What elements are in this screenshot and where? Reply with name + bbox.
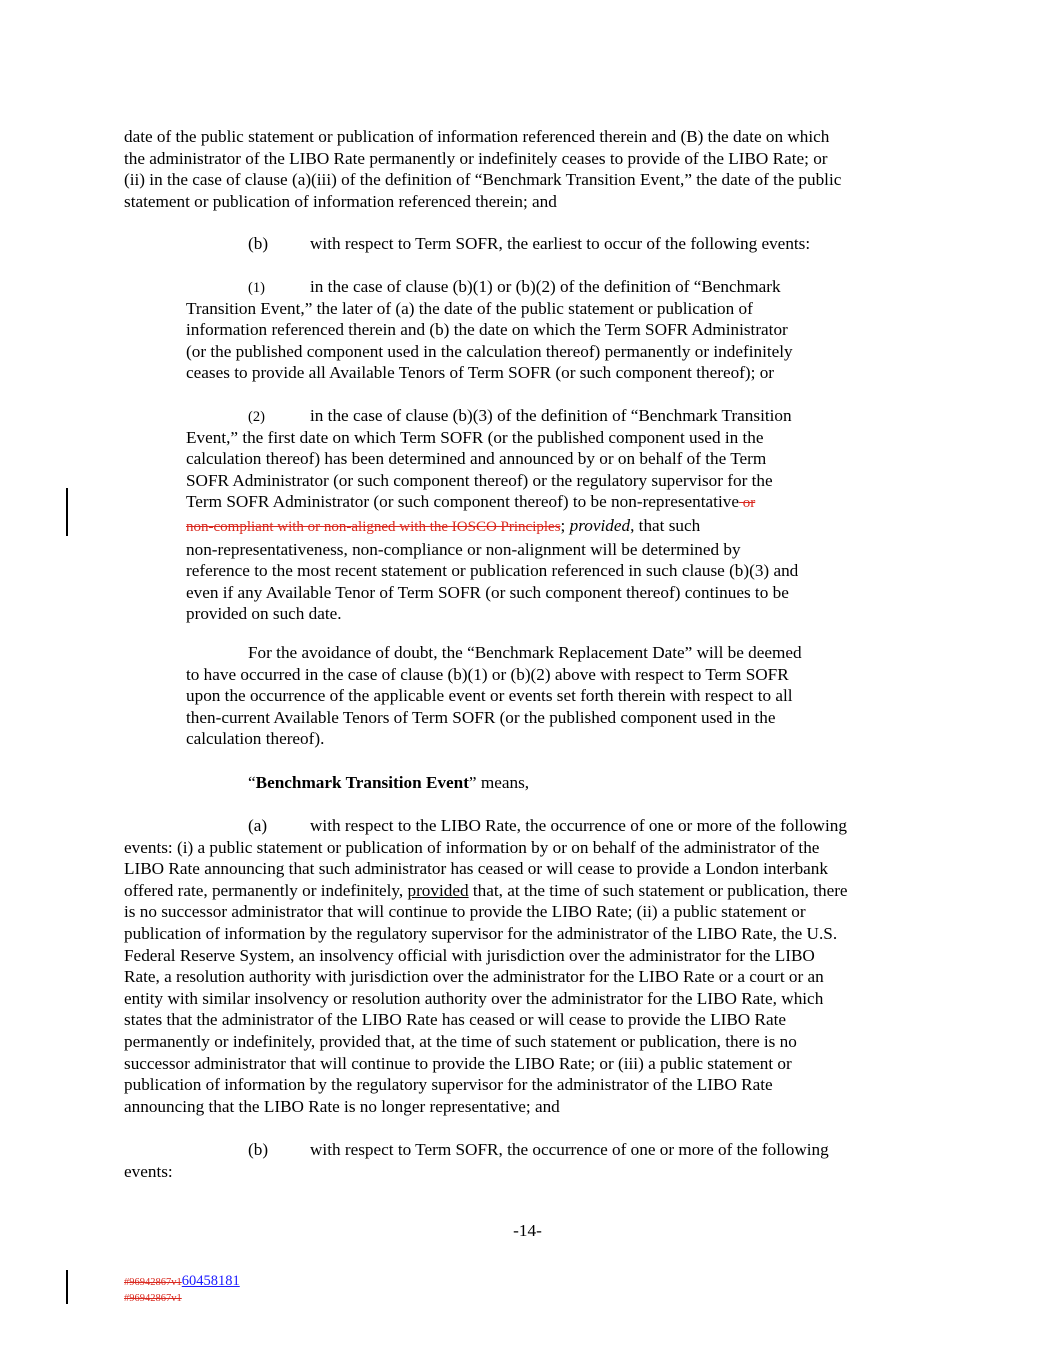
clause-text: with respect to the LIBO Rate, the occurrence of one or more of the following: [310, 816, 847, 835]
text-line: the administrator of the LIBO Rate permanently or indefinitely ceases to provide of the LIBO Rate; or: [124, 148, 828, 168]
definition-heading: [248, 772, 529, 794]
text-line: provided on such date.: [186, 604, 342, 624]
subclause-text: in the case of clause (b)(1) or (b)(2) of the definition of “Benchmark: [310, 277, 781, 296]
clause-b-final-first-line: [248, 1139, 829, 1161]
text-line: Event,” the first date on which Term SOFR (or the published component used in the: [186, 427, 764, 447]
text-segment: , that such: [630, 515, 701, 535]
text-line: LIBO Rate announcing that such administrator has ceased or will cease to provide a London interbank: [124, 859, 828, 879]
text-line: non-representativeness, non-compliance or non-alignment will be determined by: [186, 539, 741, 559]
text-line: even if any Available Tenor of Term SOFR (or such component thereof) continues to be: [186, 582, 789, 602]
subclause-2-body: [186, 427, 798, 625]
clause-label: (a): [248, 816, 268, 835]
subclause-label: (2): [248, 409, 265, 425]
open-quote: “: [248, 773, 256, 792]
intro-paragraph: [124, 126, 841, 212]
clause-b-final-second-line: events:: [124, 1161, 173, 1181]
defined-term: Benchmark Transition Event: [255, 773, 469, 792]
definition-suffix: ” means,: [468, 773, 530, 792]
text-line: date of the public statement or publication of information referenced therein and (B) the date on which: [124, 127, 830, 146]
text-line: permanently or indefinitely, provided that, at the time of such statement or publication, there is no: [124, 1031, 797, 1051]
clause-a-first-line: [248, 815, 847, 837]
subclause-1-body: [186, 298, 793, 384]
clause-text: with respect to Term SOFR, the earliest to occur of the following events:: [310, 234, 811, 253]
change-bar: [66, 488, 68, 536]
footer-change-bar: [66, 1270, 68, 1304]
text-line: then-current Available Tenors of Term SOFR (or the published component used in the: [186, 707, 776, 727]
provided-underlined: provided: [407, 880, 469, 900]
inserted-doc-id: 60458181: [181, 1273, 240, 1289]
text-line: Rate, a resolution authority with jurisdiction over the administrator for the LIBO Rate or a court or an: [124, 967, 824, 987]
clause-label: (b): [248, 234, 269, 253]
text-line-with-deletion: [186, 491, 798, 515]
clause-b-heading: [248, 233, 810, 255]
text-segment: offered rate, permanently or indefinitely,: [124, 880, 408, 900]
clause-a-body: [124, 837, 848, 1118]
provided-italic: provided: [569, 515, 631, 535]
footer-doc-id-2: [124, 1289, 182, 1306]
text-segment: Term SOFR Administrator (or such component thereof) to be non-representative: [186, 492, 739, 512]
text-line: to have occurred in the case of clause (b)(1) or (b)(2) above with respect to Term SOFR: [186, 664, 789, 684]
deleted-text: non-compliant with or non-aligned with the IOSCO Principles: [186, 518, 561, 535]
text-line: events: (i) a public statement or publication of information by or on behalf of the administrator of the: [124, 837, 820, 857]
text-line: ceases to provide all Available Tenors of Term SOFR (or such component thereof); or: [186, 363, 775, 383]
text-line: entity with similar insolvency or resolution authority over the administrator for the LIBO Rate, which: [124, 988, 824, 1008]
text-line: states that the administrator of the LIBO Rate has ceased or will cease to provide the LIBO Rate: [124, 1010, 786, 1030]
avoidance-paragraph: [186, 642, 802, 750]
text-line: For the avoidance of doubt, the “Benchmark Replacement Date” will be deemed: [248, 643, 802, 662]
text-line: (ii) in the case of clause (a)(iii) of the definition of “Benchmark Transition Event,” the date of the public: [124, 170, 842, 190]
text-line: calculation thereof) has been determined and announced by or on behalf of the Term: [186, 449, 767, 469]
text-line: is no successor administrator that will continue to provide the LIBO Rate; (ii) a public statement or: [124, 902, 806, 922]
text-line: information referenced therein and (b) the date on which the Term SOFR Administrator: [186, 320, 788, 340]
text-line: announcing that the LIBO Rate is no longer representative; and: [124, 1096, 560, 1116]
text-line: reference to the most recent statement or publication referenced in such clause (b)(3) and: [186, 561, 799, 581]
text-line: successor administrator that will continue to provide the LIBO Rate; or (iii) a public statement or: [124, 1053, 792, 1073]
text-line-with-provided: [124, 880, 848, 902]
deleted-doc-id: #96942867v1: [124, 1293, 182, 1304]
text-segment: ;: [560, 515, 566, 535]
text-line: publication of information by the regulatory supervisor for the administrator of the LIBO Rate: [124, 1075, 773, 1095]
text-line: statement or publication of information referenced therein; and: [124, 191, 557, 211]
page-number: -14-: [513, 1221, 542, 1240]
text-line: (or the published component used in the calculation thereof) permanently or indefinitely: [186, 341, 793, 361]
deleted-doc-id: #96942867v1: [124, 1277, 182, 1288]
subclause-text: in the case of clause (b)(3) of the definition of “Benchmark Transition: [310, 406, 792, 425]
text-line: calculation thereof).: [186, 729, 325, 749]
subclause-2-first-line: [248, 405, 792, 429]
text-line-with-deletion: [186, 515, 798, 539]
clause-text: with respect to Term SOFR, the occurrence of one or more of the following: [310, 1140, 829, 1159]
text-line: Transition Event,” the later of (a) the date of the public statement or publication of: [186, 298, 753, 318]
clause-label: (b): [248, 1140, 269, 1159]
deleted-text: or: [738, 495, 756, 512]
subclause-1-first-line: [248, 276, 781, 300]
text-line: upon the occurrence of the applicable event or events set forth therein with respect to all: [186, 686, 793, 706]
text-segment: that, at the time of such statement or publication, there: [468, 880, 848, 900]
subclause-label: (1): [248, 280, 265, 296]
text-line: Federal Reserve System, an insolvency official with jurisdiction over the administrator for the LIBO: [124, 945, 815, 965]
text-line: SOFR Administrator (or such component thereof) or the regulatory supervisor for the: [186, 470, 773, 490]
text-line: publication of information by the regulatory supervisor for the administrator of the LIBO Rate, the U.S.: [124, 923, 838, 943]
